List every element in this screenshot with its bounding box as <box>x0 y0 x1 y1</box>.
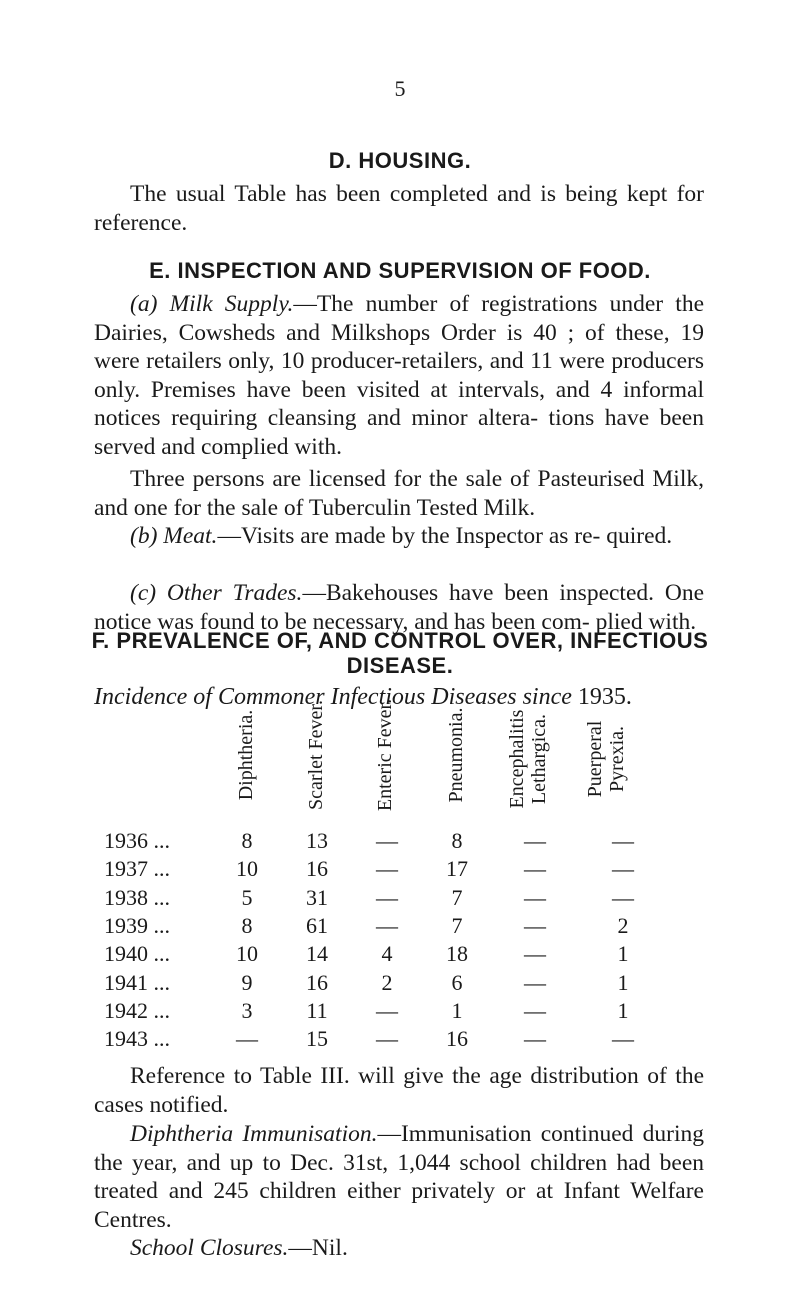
row-year: 1941 ... <box>104 969 170 995</box>
table-cell: 15 <box>306 1026 328 1052</box>
column-header-scarlet-fever: Scarlet Fever. <box>305 700 327 810</box>
row-year: 1940 ... <box>104 941 170 967</box>
table-cell: 31 <box>306 884 328 910</box>
table-cell: — <box>376 884 398 910</box>
table-cell: 10 <box>236 856 258 882</box>
table-cell: — <box>612 1026 634 1052</box>
row-year: 1943 ... <box>104 1026 170 1052</box>
table-cell: 5 <box>241 884 253 910</box>
table-cell: 61 <box>306 912 328 938</box>
table-cell: — <box>376 912 398 938</box>
other-trades-text: —Bakehouses have been inspected. One notice was found to be necessary, and has been com- plied with. <box>94 580 704 635</box>
immunisation-label: Diphtheria Immunisation. <box>130 1121 378 1147</box>
table-cell: — <box>612 856 634 882</box>
table-cell: 10 <box>236 941 258 967</box>
table-cell: 16 <box>446 1026 468 1052</box>
column-header-enteric-fever: Enteric Fever. <box>374 698 396 812</box>
pasteurised-paragraph: Three persons are licensed for the sale of Pasteurised Milk, and one for the sale of Tuberculin Tested Milk. <box>94 466 704 521</box>
table-cell: 7 <box>451 912 463 938</box>
table-cell: 8 <box>451 828 463 853</box>
table-cell: — <box>524 997 546 1023</box>
table-cell: 13 <box>306 828 328 853</box>
table-cell: — <box>612 828 634 853</box>
table-cell: 14 <box>306 941 328 967</box>
table-cell: — <box>524 828 546 853</box>
row-year: 1937 ... <box>104 856 170 882</box>
column-header-diphtheria: Diphtheria. <box>235 709 257 801</box>
table-cell: 16 <box>306 969 328 995</box>
infectious-heading-line2: DISEASE. <box>346 653 454 678</box>
row-year: 1939 ... <box>104 912 170 938</box>
milk-supply-text: —The number of registrations under the Dairies, Cowsheds and Milkshops Order is 40 ; of these, 19 were retailers only, 10 producer-retailers, and 11 were producers only. Premises have been visited at intervals, and 4 informal notices requiring cleansing and minor altera- tions have been served and complied with. <box>94 291 704 460</box>
table-cell: — <box>524 1026 546 1052</box>
table-cell: — <box>524 941 546 967</box>
table-cell: 18 <box>446 941 468 967</box>
table-row <box>0 856 800 884</box>
school-closures-paragraph <box>94 1234 704 1263</box>
housing-heading: D. HOUSING. <box>328 148 472 173</box>
table-cell: 1 <box>451 997 463 1023</box>
table-cell: 1 <box>617 969 629 995</box>
table-cell: — <box>524 969 546 995</box>
reference-paragraph: Reference to Table III. will give the age distribution of the cases notified. <box>94 1063 704 1118</box>
table-caption-year: 1935. <box>577 684 632 710</box>
table-cell: 16 <box>306 856 328 882</box>
meat-text: —Visits are made by the Inspector as re- quired. <box>217 523 673 549</box>
immunisation-paragraph <box>94 1120 704 1234</box>
table-cell: 8 <box>241 828 253 853</box>
table-cell: — <box>236 1026 258 1052</box>
table-cell: — <box>376 856 398 882</box>
table-cell: 7 <box>451 884 463 910</box>
school-closures-text: —Nil. <box>288 1235 348 1261</box>
column-header-pneumonia: Pneumonia. <box>445 707 467 803</box>
table-cell: 2 <box>381 969 393 995</box>
table-cell: 6 <box>451 969 463 995</box>
column-header-puerperal-pyrexia: Puerperal Pyrexia. <box>584 720 628 798</box>
milk-supply-paragraph <box>94 290 704 461</box>
table-cell: 17 <box>446 856 468 882</box>
table-cell: — <box>376 828 398 853</box>
food-heading: E. INSPECTION AND SUPERVISION OF FOOD. <box>149 258 651 283</box>
table-row <box>0 828 800 856</box>
row-year: 1936 ... <box>104 828 170 853</box>
table-row <box>0 913 800 941</box>
table-cell: 1 <box>617 997 629 1023</box>
page-number: 5 <box>394 76 406 101</box>
table-cell: 4 <box>381 941 393 967</box>
table-cell: 9 <box>241 969 253 995</box>
row-year: 1938 ... <box>104 884 170 910</box>
immunisation-text: —Immunisation continued during the year, and up to Dec. 31st, 1,044 school children had been treated and 245 children either privately or at Infant Welfare Centres. <box>94 1121 704 1233</box>
table-row <box>0 885 800 913</box>
table-cell: 2 <box>617 912 629 938</box>
table-row <box>0 970 800 998</box>
table-cell: 8 <box>241 912 253 938</box>
column-header-encephalitis-lethargica: Encephalitis Lethargica. <box>506 709 550 809</box>
table-row <box>0 1026 800 1054</box>
table-cell: — <box>524 912 546 938</box>
other-trades-label: (c) Other Trades. <box>130 580 303 606</box>
infectious-heading-line1: F. PREVALENCE OF, AND CONTROL OVER, INFECTIOUS <box>91 628 709 653</box>
table-cell: 1 <box>617 941 629 967</box>
table-caption-text: Incidence of Commoner Infectious Diseases since <box>94 684 572 710</box>
table-cell: 3 <box>241 997 253 1023</box>
table-row <box>0 998 800 1026</box>
table-cell: — <box>376 1026 398 1052</box>
housing-paragraph: The usual Table has been completed and is being kept for reference. <box>94 181 704 236</box>
table-caption <box>94 684 734 711</box>
meat-paragraph <box>94 522 704 551</box>
table-cell: — <box>524 884 546 910</box>
table-cell: 11 <box>306 997 328 1023</box>
table-row <box>0 941 800 969</box>
school-closures-label: School Closures. <box>130 1235 289 1261</box>
milk-supply-label: (a) Milk Supply. <box>130 291 294 317</box>
table-cell: — <box>524 856 546 882</box>
row-year: 1942 ... <box>104 997 170 1023</box>
meat-label: (b) Meat. <box>130 523 218 549</box>
table-cell: — <box>612 884 634 910</box>
table-cell: — <box>376 997 398 1023</box>
